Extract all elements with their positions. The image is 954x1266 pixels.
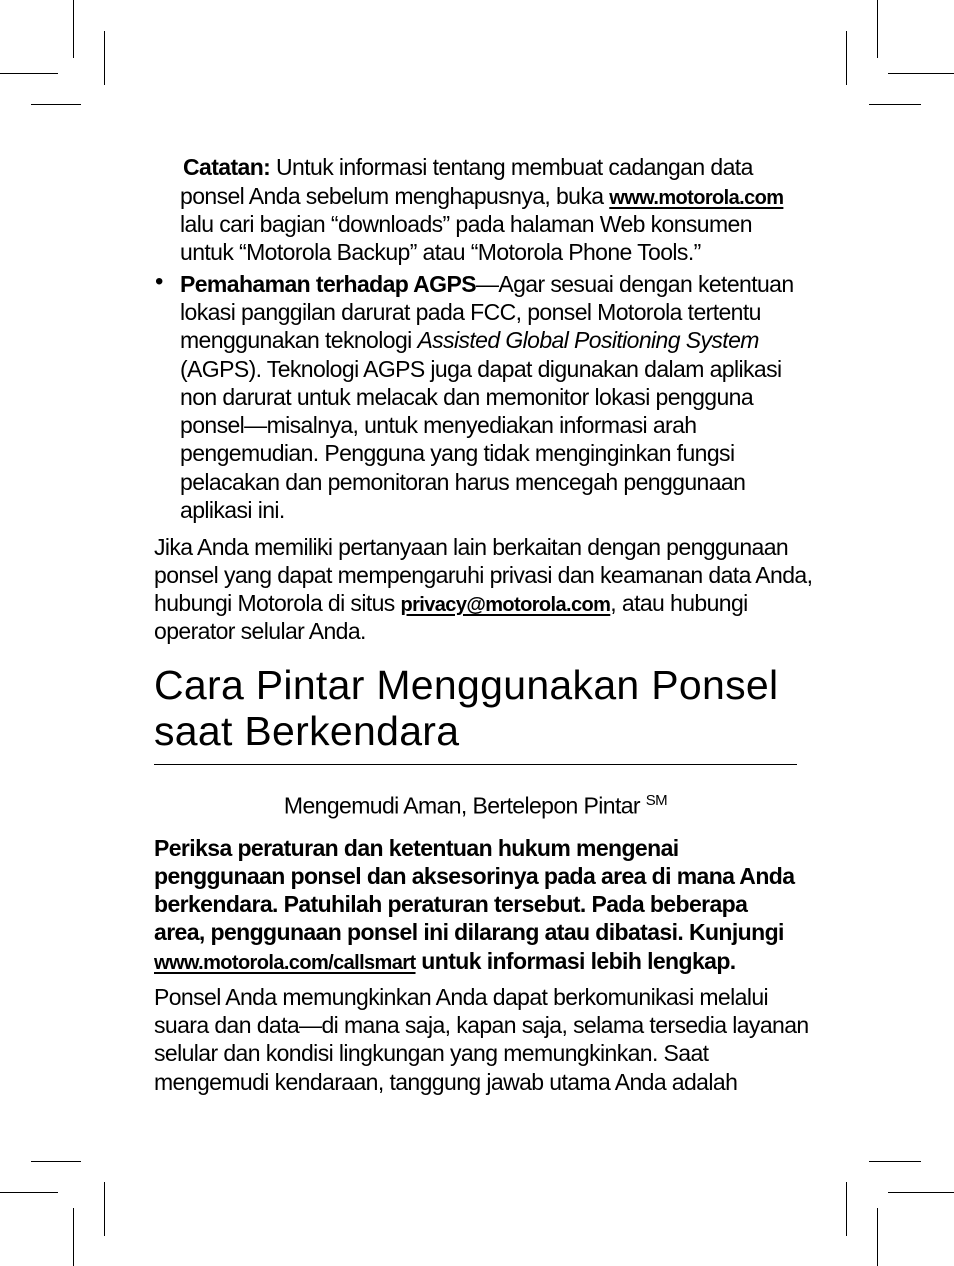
privacy-line: ponsel yang dapat mempengaruhi privasi dan keamanan data Anda, xyxy=(154,562,813,588)
note-line: lalu cari bagian “downloads” pada halaman Web konsumen xyxy=(180,211,752,237)
agps-title: Pemahaman terhadap AGPS xyxy=(180,271,476,297)
service-mark: SM xyxy=(645,792,668,809)
agps-term: Assisted Global Positioning System xyxy=(417,327,759,353)
body-line: selular dan kondisi lingkungan yang memungkinkan. Saat xyxy=(154,1040,709,1066)
agps-line: lokasi panggilan darurat pada FCC, ponsel Motorola tertentu xyxy=(180,299,761,325)
note-line: untuk “Motorola Backup” atau “Motorola Phone Tools.” xyxy=(180,239,701,265)
heading-rule xyxy=(154,764,797,765)
agps-line: non darurat untuk melacak dan memonitor lokasi pengguna xyxy=(180,384,754,410)
note-line: Catatan: Untuk informasi tentang membuat cadangan data xyxy=(183,154,753,180)
agps-line: menggunakan teknologi Assisted Global Positioning System xyxy=(180,327,759,353)
privacy-email-link[interactable]: privacy@motorola.com xyxy=(400,594,611,616)
agps-line: Pemahaman terhadap AGPS—Agar sesuai dengan ketentuan xyxy=(180,271,794,297)
law-line: www.motorola.com/callsmart untuk informasi lebih lengkap. xyxy=(154,948,736,974)
privacy-line: hubungi Motorola di situs privacy@motorola.com, atau hubungi xyxy=(154,590,748,616)
law-line: berkendara. Patuhilah peraturan tersebut. Pada beberapa xyxy=(154,891,748,917)
law-line: Periksa peraturan dan ketentuan hukum mengenai xyxy=(154,835,679,861)
note-label: Catatan: xyxy=(183,154,271,180)
agps-line: pelacakan dan pemonitoran harus mencegah penggunaan xyxy=(180,469,746,495)
body-line: Ponsel Anda memungkinkan Anda dapat berkomunikasi melalui xyxy=(154,984,769,1010)
agps-line: (AGPS). Teknologi AGPS juga dapat digunakan dalam aplikasi xyxy=(180,356,782,382)
privacy-line: operator selular Anda. xyxy=(154,618,366,644)
body-line: suara dan data—di mana saja, kapan saja, selama tersedia layanan xyxy=(154,1012,809,1038)
body-line: mengemudi kendaraan, tanggung jawab utama Anda adalah xyxy=(154,1069,738,1095)
note-line: ponsel Anda sebelum menghapusnya, buka www.motorola.com xyxy=(180,183,784,209)
section-tagline: Mengemudi Aman, Bertelepon Pintar ℠ xyxy=(283,792,668,819)
privacy-line: Jika Anda memiliki pertanyaan lain berkaitan dengan penggunaan xyxy=(154,534,789,560)
law-line: area, penggunaan ponsel ini dilarang atau dibatasi. Kunjungi xyxy=(154,919,784,945)
bullet-icon: • xyxy=(155,268,164,295)
agps-line: ponsel—misalnya, untuk menyediakan informasi arah xyxy=(180,412,697,438)
motorola-link[interactable]: www.motorola.com xyxy=(609,187,784,209)
section-heading: Cara Pintar Menggunakan Ponsel saat Berkendara xyxy=(154,662,779,754)
law-line: penggunaan ponsel dan aksesorinya pada area di mana Anda xyxy=(154,863,795,889)
agps-line: aplikasi ini. xyxy=(180,497,285,523)
callsmart-link[interactable]: www.motorola.com/callsmart xyxy=(154,952,416,974)
agps-line: pengemudian. Pengguna yang tidak menginginkan fungsi xyxy=(180,440,735,466)
